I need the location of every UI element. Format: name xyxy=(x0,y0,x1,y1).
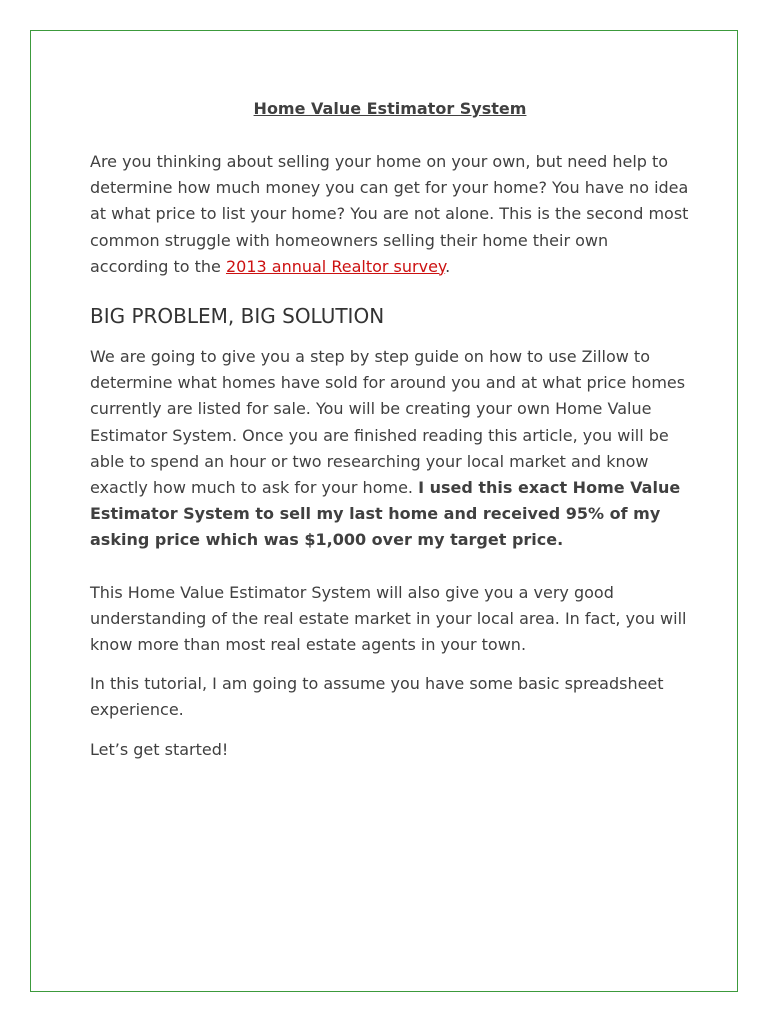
intro-paragraph xyxy=(90,149,690,280)
intro-text: Are you thinking about selling your home on your own, but need help to determine how much money you can get for your home? You have no idea at what price to list your home? You are not alone. This is the second most common struggle with homeowners selling their home their own according to the xyxy=(90,152,689,276)
guide-paragraph xyxy=(90,344,690,554)
intro-period: . xyxy=(445,256,451,276)
realtor-survey-link[interactable]: 2013 annual Realtor survey xyxy=(225,256,446,276)
tutorial-paragraph: In this tutorial, I am going to assume you have some basic spreadsheet experience. xyxy=(90,674,664,720)
document-title: Home Value Estimator System xyxy=(253,99,527,118)
closing-line: Let’s get started! xyxy=(90,739,229,759)
guide-text: We are going to give you a step by step guide on how to use Zillow to determine what homes have sold for around you and at what price homes currently are listed for sale. You will be creating your own Home Value Estimator System. Once you are finished reading this article, you will be able to spend an hour or two researching your local market and know exactly how much to ask for your home. xyxy=(90,347,686,498)
document-content xyxy=(90,98,690,763)
guide-bold-text: I used this exact Home Value Estimator System to sell my last home and received 95% of my asking price which was $1,000 over my target price. xyxy=(90,478,681,550)
understanding-paragraph: This Home Value Estimator System will also give you a very good understanding of the real estate market in your local area. In fact, you will know more than most real estate agents in your town. xyxy=(90,582,687,655)
section-heading: BIG PROBLEM, BIG SOLUTION xyxy=(90,304,385,329)
